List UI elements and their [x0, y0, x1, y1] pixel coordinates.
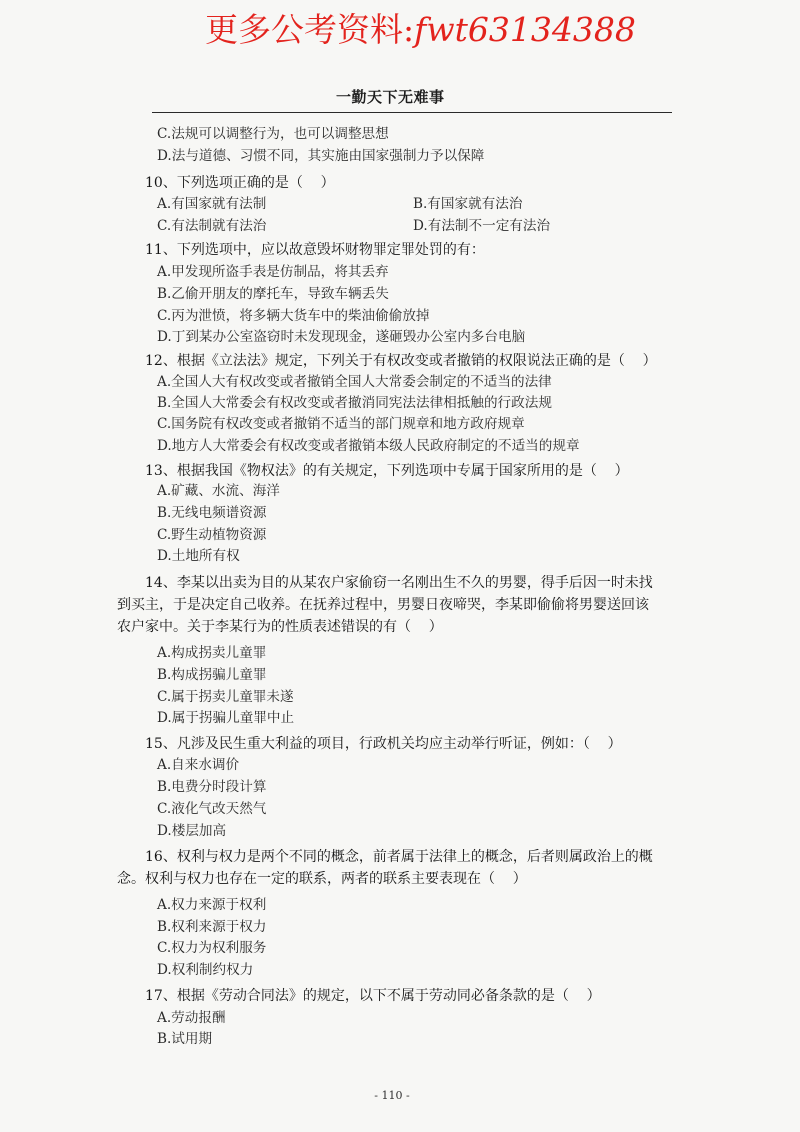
question-stem-line-2: 到买主，于是决定自己收养。在抚养过程中，男婴日夜啼哭，李某即偷偷将男婴送回该: [117, 597, 649, 613]
option-c: C.野生动植物资源: [157, 527, 267, 543]
option-d: D.有法制不一定有法治: [413, 218, 551, 234]
option-d: D.法与道德、习惯不同，其实施由国家强制力予以保障: [157, 148, 485, 164]
option-a: A.自来水调价: [157, 757, 240, 773]
question-stem-line-1: 14、李某以出卖为目的从某农户家偷窃一名刚出生不久的男婴，得手后因一时未找: [145, 575, 653, 591]
question-stem-line-2: 念。权利与权力也存在一定的联系，两者的联系主要表现在（ ）: [117, 871, 527, 887]
option-a: A.权力来源于权利: [157, 897, 267, 913]
option-b: B.无线电频谱资源: [157, 505, 267, 521]
option-b: B.全国人大常委会有权改变或者撤消同宪法法律相抵触的行政法规: [157, 395, 552, 411]
option-c: C.有法制就有法治: [157, 218, 267, 234]
option-d: D.地方人大常委会有权改变或者撤销本级人民政府制定的不适当的规章: [157, 438, 580, 454]
question-stem: 10、下列选项正确的是（ ）: [145, 175, 335, 191]
option-b: B.构成拐骗儿童罪: [157, 667, 267, 683]
option-d: D.土地所有权: [157, 548, 240, 564]
question-stem-line-3: 农户家中。关于李某行为的性质表述错误的有（ ）: [117, 619, 443, 635]
option-a: A.有国家就有法制: [157, 196, 267, 212]
question-stem: 13、根据我国《物权法》的有关规定，下列选项中专属于国家所用的是（ ）: [145, 463, 629, 479]
option-c: C.法规可以调整行为，也可以调整思想: [157, 126, 389, 142]
question-stem: 11、下列选项中，应以故意毁坏财物罪定罪处罚的有：: [145, 242, 485, 258]
option-c: C.丙为泄愤，将多辆大货车中的柴油偷偷放掉: [157, 308, 430, 324]
option-d: D.丁到某办公室盗窃时未发现现金，遂砸毁办公室内多台电脑: [157, 329, 526, 345]
option-d: D.权利制约权力: [157, 962, 254, 978]
option-d: D.楼层加高: [157, 823, 227, 839]
watermark-contact: fwt63134388: [414, 10, 636, 49]
option-c: C.权力为权利服务: [157, 940, 267, 956]
option-b: B.乙偷开朋友的摩托车，导致车辆丢失: [157, 286, 389, 302]
header-motto: 一勤天下无难事: [336, 88, 445, 106]
option-a: A.构成拐卖儿童罪: [157, 645, 267, 661]
question-stem-line-1: 16、权利与权力是两个不同的概念，前者属于法律上的概念，后者则属政治上的概: [145, 849, 653, 865]
question-stem: 15、凡涉及民生重大利益的项目，行政机关均应主动举行听证，例如：（ ）: [145, 736, 622, 752]
header-rule: [152, 112, 672, 113]
option-b: B.试用期: [157, 1031, 213, 1047]
option-b: B.电费分时段计算: [157, 779, 267, 795]
watermark-prefix: 更多公考资料:: [205, 10, 415, 49]
option-a: A.全国人大有权改变或者撤销全国人大常委会制定的不适当的法律: [157, 374, 552, 390]
option-a: A.劳动报酬: [157, 1010, 226, 1026]
option-d: D.属于拐骗儿童罪中止: [157, 710, 295, 726]
page-number: - 110 -: [374, 1089, 410, 1102]
watermark: [205, 8, 636, 52]
option-c: C.国务院有权改变或者撤销不适当的部门规章和地方政府规章: [157, 416, 525, 432]
option-a: A.矿藏、水流、海洋: [157, 483, 280, 499]
option-b: B.有国家就有法治: [413, 196, 523, 212]
question-stem: 12、根据《立法法》规定，下列关于有权改变或者撤销的权限说法正确的是（ ）: [145, 353, 657, 369]
option-a: A.甲发现所盗手表是仿制品，将其丢弃: [157, 264, 389, 280]
option-b: B.权利来源于权力: [157, 919, 267, 935]
question-stem: 17、根据《劳动合同法》的规定，以下不属于劳动同必备条款的是（ ）: [145, 988, 601, 1004]
option-c: C.液化气改天然气: [157, 801, 267, 817]
option-c: C.属于拐卖儿童罪未遂: [157, 689, 294, 705]
